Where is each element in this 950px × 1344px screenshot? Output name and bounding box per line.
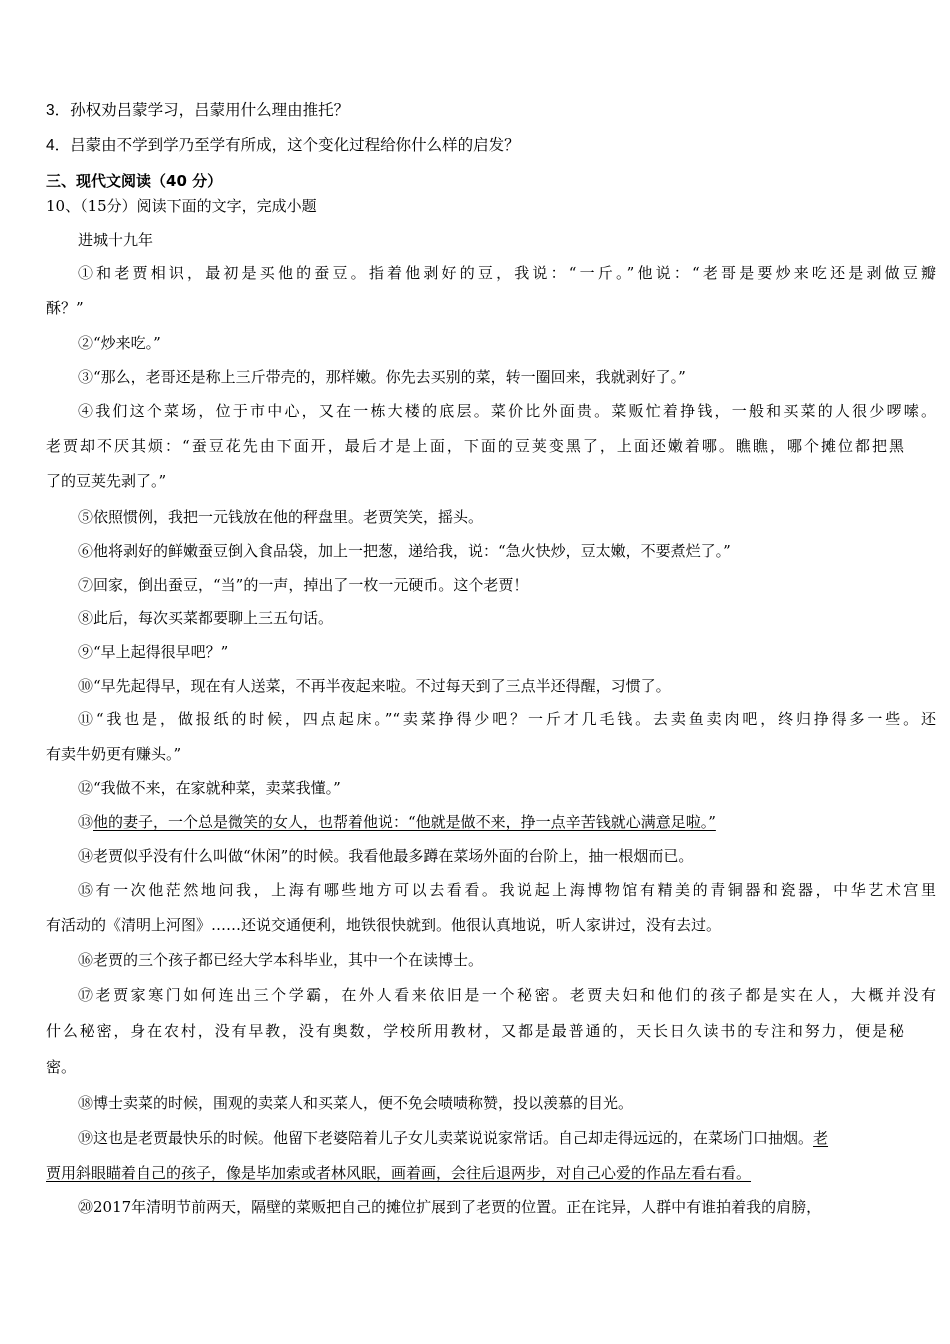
reading-task: 10、（15分）阅读下面的文字，完成小题 [46,197,317,215]
paragraph-9: ⑨“早上起得很早吧？” [78,643,229,661]
underlined-sentence-13: 他的妻子，一个总是微笑的女人，也帮着他说：“他就是做不来，挣一点辛苦钱就心满意足啦。” [93,813,716,831]
paragraph-16: ⑯老贾的三个孩子都已经大学本科毕业，其中一个在读博士。 [78,951,484,969]
paragraph-14: ⑭老贾似乎没有什么叫做“休闲”的时候。我看他最多蹲在菜场外面的台阶上，抽一根烟而已。 [78,847,694,865]
paragraph-17-cont: 什么秘密，身在农村，没有早教，没有奥数，学校所用教材，又都是最普通的，天长日久读书的专注和努力，便是秘 [46,1022,904,1040]
paragraph-15: ⑮有一次他茫然地问我，上海有哪些地方可以去看看。我说起上海博物馆有精美的青铜器和瓷器，中华艺术宫里 [78,881,936,899]
paragraph-6: ⑥他将剥好的鲜嫩蚕豆倒入食品袋，加上一把葱，递给我，说：“急火快炒，豆太嫩，不要煮烂了。” [78,542,731,560]
paragraph-7: ⑦回家，倒出蚕豆，“当”的一声，掉出了一枚一元硬币。这个老贾！ [78,576,529,594]
paragraph-5: ⑤依照惯例，我把一元钱放在他的秤盘里。老贾笑笑，摇头。 [78,508,484,526]
paragraph-13 [78,812,716,832]
paragraph-1: ①和老贾相识，最初是买他的蚕豆。指着他剥好的豆，我说：“一斤。”他说：“老哥是要炒来吃还是剥做豆瓣 [78,264,936,282]
paragraph-15-cont: 有活动的《清明上河图》……还说交通便利，地铁很快就到。他很认真地说，听人家讲过，没有去过。 [46,916,722,934]
paragraph-17-end: 密。 [46,1058,77,1076]
paragraph-3: ③“那么，老哥还是称上三斤带壳的，那样嫩。你先去买别的菜，转一圈回来，我就剥好了。” [78,368,686,386]
paragraph-20: ⑳2017年清明节前两天，隔壁的菜贩把自己的摊位扩展到了老贾的位置。正在诧异，人群中有谁拍着我的肩膀， [78,1198,822,1216]
paragraph-4-end: 了的豆荚先剥了。” [46,472,167,490]
underlined-sentence-19-start: 老 [813,1129,829,1147]
paragraph-1-cont: 酥？” [46,299,84,317]
paragraph-19 [78,1128,936,1148]
paragraph-11: ⑪“我也是，做报纸的时候，四点起床。”“卖菜挣得少吧？一斤才几毛钱。去卖鱼卖肉吧，终归挣得多一些。还 [78,710,936,728]
paragraph-4: ④我们这个菜场，位于市中心，又在一栋大楼的底层。菜价比外面贵。菜贩忙着挣钱，一般和买菜的人很少啰嗦。 [78,402,936,420]
underlined-sentence-19: 贾用斜眼瞄着自己的孩子，像是毕加索或者林风眠，画着画，会往后退两步，对自己心爱的作品左看右看。 [46,1164,752,1182]
paragraph-2: ②“炒来吃。” [78,334,161,352]
paragraph-18: ⑱博士卖菜的时候，围观的卖菜人和买菜人，便不免会啧啧称赞，投以羡慕的目光。 [78,1094,634,1112]
section-heading: 三、现代文阅读（40 分） [46,172,223,190]
question-4: 4．吕蒙由不学到学乃至学有所成，这个变化过程给你什么样的启发？ [46,137,520,154]
paragraph-19-cont [46,1163,751,1183]
paragraph-13-number: ⑬ [78,813,94,831]
article-title: 进城十九年 [78,231,154,249]
paragraph-10: ⑩“早先起得早，现在有人送菜，不再半夜起来啦。不过每天到了三点半还得醒，习惯了。 [78,677,671,695]
paragraph-8: ⑧此后，每次买菜都要聊上三五句话。 [78,609,334,627]
question-3: 3．孙权劝吕蒙学习，吕蒙用什么理由推托？ [46,102,350,119]
paragraph-17: ⑰老贾家寒门如何连出三个学霸，在外人看来依旧是一个秘密。老贾夫妇和他们的孩子都是实在人，大概并没有 [78,986,936,1004]
paragraph-4-cont: 老贾却不厌其烦：“蚕豆花先由下面开，最后才是上面，下面的豆荚变黑了，上面还嫩着哪。瞧瞧，哪个摊位都把黑 [46,437,904,455]
paragraph-12: ⑫“我做不来，在家就种菜，卖菜我懂。” [78,779,341,797]
paragraph-11-cont: 有卖牛奶更有赚头。” [46,745,182,763]
paragraph-19-text: ⑲这也是老贾最快乐的时候。他留下老婆陪着儿子女儿卖菜说说家常话。自己却走得远远的，在菜场门口抽烟。 [78,1129,814,1147]
